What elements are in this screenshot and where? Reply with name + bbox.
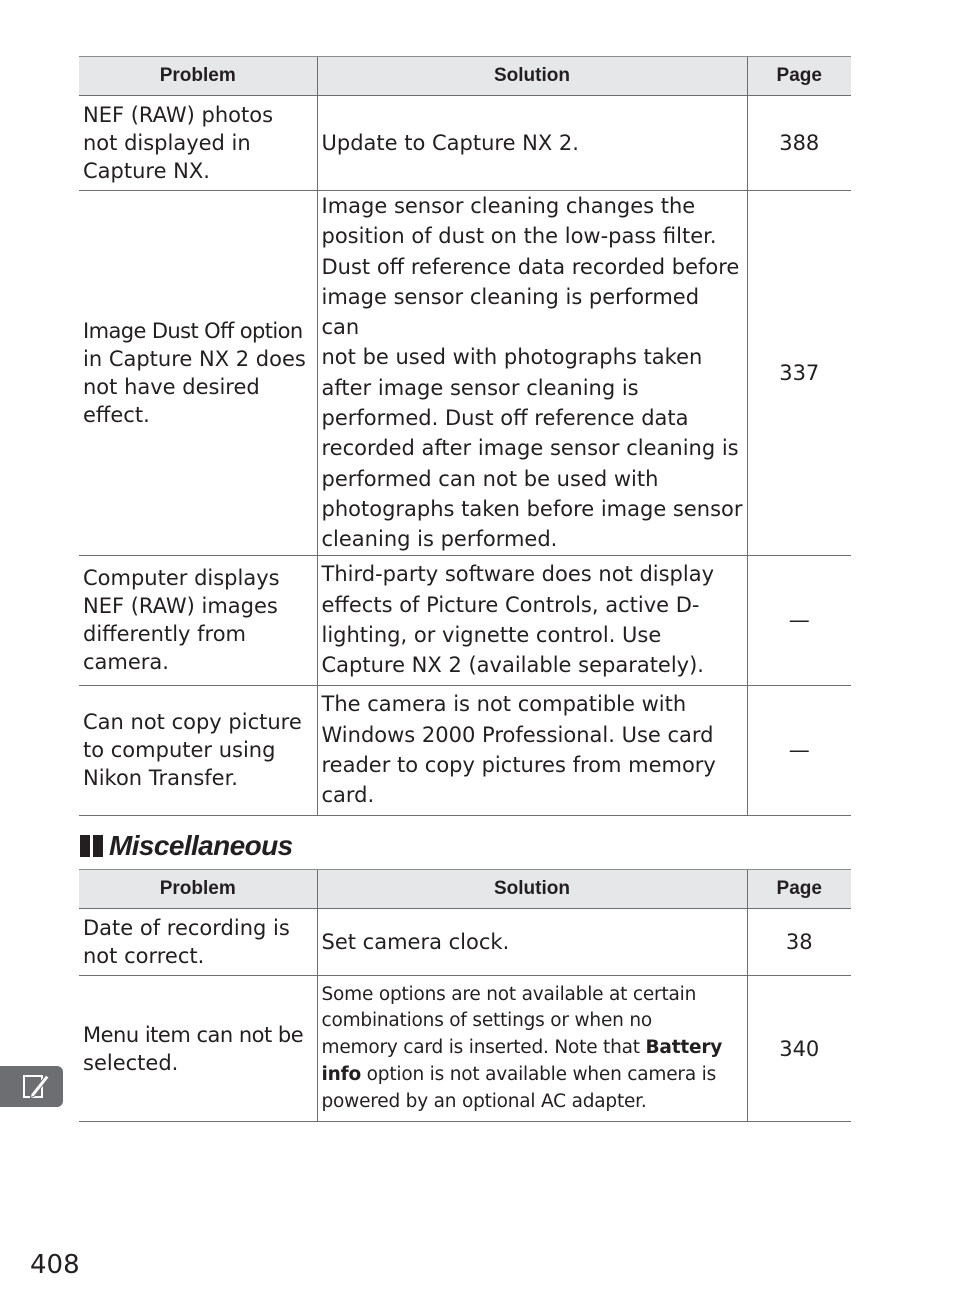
- solution-header: Solution: [317, 870, 747, 909]
- table-row: [79, 976, 851, 1122]
- problem-cell: NEF (RAW) photos not displayed in Capture NX.: [79, 96, 317, 191]
- menu-item-name: Battery: [645, 1037, 723, 1059]
- table-row: [79, 96, 851, 191]
- problem-cell: Can not copy picture to computer using Nikon Transfer.: [79, 685, 317, 815]
- section-heading-miscellaneous: [80, 826, 293, 866]
- solution-header: Solution: [317, 57, 747, 96]
- page-number: 408: [30, 1250, 80, 1280]
- problem-cell: Computer displays NEF (RAW) images differently from camera.: [79, 555, 317, 685]
- solution-cell: The camera is not compatible with Windows 2000 Professional. Use card reader to copy pictures from memory card.: [317, 685, 747, 815]
- table-row: [79, 909, 851, 976]
- problem-header: Problem: [79, 57, 317, 96]
- table-header-row: [79, 57, 851, 96]
- table-row: [79, 555, 851, 685]
- solution-cell: Some options are not available at certain combinations of settings or when no memory card is inserted. Note that Battery info option is not available when camera is powered by an optional AC adapter.: [317, 976, 747, 1122]
- miscellaneous-table: [79, 869, 851, 1122]
- menu-item-name: info: [321, 1063, 361, 1085]
- problem-cell: Image Dust Off option in Capture NX 2 does not have desired effect.: [79, 191, 317, 556]
- troubleshooting-table: [79, 56, 851, 816]
- page-header: Page: [747, 870, 851, 909]
- page-cell: 340: [747, 976, 851, 1122]
- page-cell: 388: [747, 96, 851, 191]
- problem-cell: Date of recording is not correct.: [79, 909, 317, 976]
- page-cell: —: [747, 555, 851, 685]
- pencil-note-icon: [22, 1072, 50, 1101]
- section-marker-icon: [80, 835, 103, 857]
- page-header: Page: [747, 57, 851, 96]
- page-cell: 337: [747, 191, 851, 556]
- section-title: Miscellaneous: [109, 830, 293, 861]
- table-row: [79, 191, 851, 556]
- problem-header: Problem: [79, 870, 317, 909]
- solution-cell: Image sensor cleaning changes the position of dust on the low-pass filter. Dust off reference data recorded before image sensor cleaning is performed can not be used with photographs taken after image sensor cleaning is performed. Dust off reference data recorded after image sensor cleaning is performed can not be used with photographs taken before image sensor cleaning is performed.: [317, 191, 747, 556]
- page-cell: —: [747, 685, 851, 815]
- table-header-row: [79, 870, 851, 909]
- problem-cell: Menu item can not be selected.: [79, 976, 317, 1122]
- solution-cell: Set camera clock.: [317, 909, 747, 976]
- solution-cell: Third-party software does not display effects of Picture Controls, active D- lighting, or vignette control. Use Capture NX 2 (available separately).: [317, 555, 747, 685]
- page-cell: 38: [747, 909, 851, 976]
- solution-cell: Update to Capture NX 2.: [317, 96, 747, 191]
- section-side-tab: [0, 1066, 63, 1107]
- table-row: [79, 685, 851, 815]
